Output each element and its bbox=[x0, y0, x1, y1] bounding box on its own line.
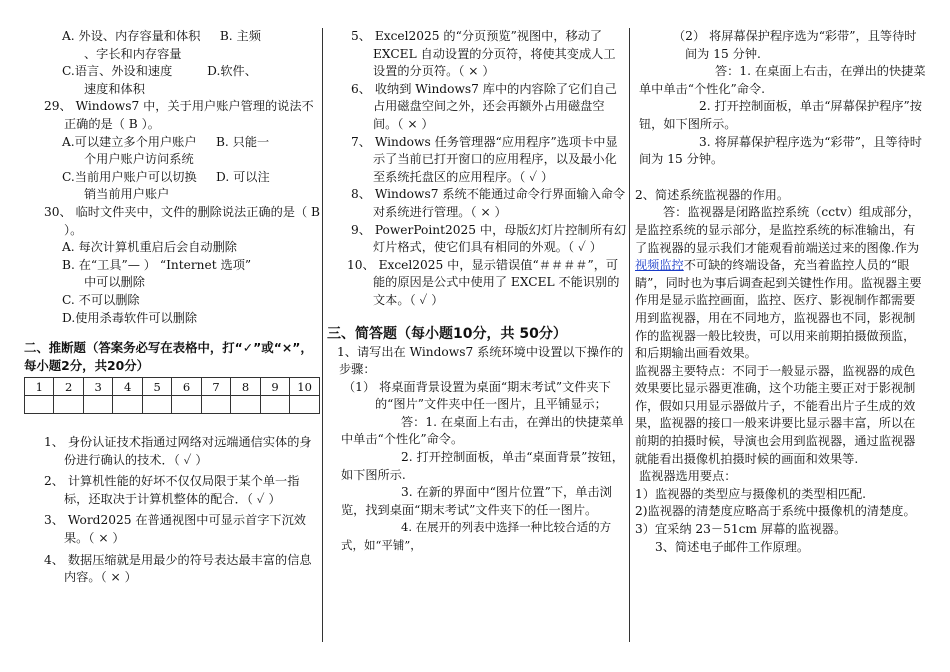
short-answer-2-selection-3: 3）宜采纳 23－51cm 屏幕的监视器。 bbox=[635, 522, 847, 537]
q29-option-b-cont: 个用户账户访问系统 bbox=[84, 152, 194, 167]
q29-option-c: C.当前用户账户可以切换 bbox=[62, 169, 197, 184]
answer-table-header: 6 bbox=[172, 378, 201, 396]
answer-cell[interactable] bbox=[231, 396, 260, 414]
answer-table-header: 9 bbox=[260, 378, 289, 396]
column-divider-left bbox=[322, 28, 323, 642]
judgement-9: 9、 PowerPoint2025 中，母版幻灯片控制所有幻灯片格式，使它们具有相同的外观。（ ✓ ） bbox=[351, 222, 627, 255]
section-3-title: 三、简答题（每小题10分，共 50分） bbox=[327, 325, 567, 342]
short-answer-1-part-2-step-1: 答：1. 在桌面上右击，在弹出的快捷菜单中单击“个性化”命令. bbox=[639, 64, 926, 96]
q28-option-d: D.软件、 bbox=[207, 64, 257, 79]
q28-option-b-cont: 、字长和内存容量 bbox=[84, 46, 182, 61]
short-answer-1-step-4: 4. 在展开的列表中选择一种比较合适的方式，如“平铺”， bbox=[341, 520, 612, 553]
column-divider-right bbox=[629, 28, 630, 642]
q30-stem: 30、 临时文件夹中，文件的删除说法正确的是（ B ）。 bbox=[44, 204, 320, 237]
q28-option-a: A. 外设、内存容量和体积 bbox=[62, 29, 201, 43]
short-answer-2-selection-2: 2)监视器的清楚度应略高于系统中摄像机的清楚度。 bbox=[635, 504, 916, 519]
answer-table-header-row bbox=[25, 378, 320, 396]
short-answer-2-stem: 2、简述系统监视器的作用。 bbox=[635, 187, 790, 202]
short-answer-1-part-2: （2） 将屏幕保护程序选为“彩带”，且等待时间为 15 分钟. bbox=[673, 29, 917, 61]
answer-cell[interactable] bbox=[25, 396, 54, 414]
judgement-4: 4、 数据压缩就是用最少的符号表达最丰富的信息内容。（ × ） bbox=[44, 552, 312, 585]
judgement-3: 3、 Word2025 在普通视图中可显示首字下沉效果。（ × ） bbox=[44, 513, 306, 546]
section-2-title: 二、推断题（答案务必写在表格中，打“✓”或“×”，每小题2分，共20分） bbox=[24, 340, 313, 374]
answer-table-header: 7 bbox=[201, 378, 230, 396]
answer-table-header: 10 bbox=[290, 378, 320, 396]
answer-table bbox=[24, 377, 320, 414]
q28-option-b: B. 主频 bbox=[219, 29, 261, 43]
q29-stem: 29、 Windows7 中，关于用户账户管理的说法不正确的是（ B ）。 bbox=[44, 99, 314, 131]
judgement-2: 2、 计算机性能的好坏不仅仅局限于某个单一指标，还取决于计算机整体的配合．（ ✓ ） bbox=[44, 474, 300, 506]
q28-options-ab bbox=[24, 28, 320, 46]
answer-table-header: 1 bbox=[25, 378, 54, 396]
q28-option-d-cont: 速度和体积 bbox=[84, 81, 145, 96]
q29-option-a: A.可以建立多个用户账户 bbox=[62, 134, 197, 149]
short-answer-1-part-2-step-2: 2. 打开控制面板，单击“屏幕保护程序”按钮，如下图所示。 bbox=[639, 99, 922, 131]
short-answer-2-selection-title: 监视器选用要点： bbox=[639, 469, 737, 484]
answer-table-header: 4 bbox=[113, 378, 142, 396]
answer-cell[interactable] bbox=[290, 396, 320, 414]
short-answer-2-features: 监视器主要特点：不同于一般显示器，监视器的成色效果要比显示器更准确，这个功能主要正对于影视制作，假如只用显示器做片子，不能看出片子生成的效果，监视器的接口一般来讲要比显示器丰富，所以在前期的拍摄时候，导演也会用到监视器，通过监视器就能看出摄像机拍摄时候的画面和效果等. bbox=[635, 363, 916, 466]
column-2 bbox=[327, 28, 627, 642]
short-answer-1-part-2-step-3: 3. 将屏幕保护程序选为“彩带”，且等待时间为 15 分钟。 bbox=[639, 134, 922, 167]
answer-cell[interactable] bbox=[142, 396, 171, 414]
answer-table-header: 2 bbox=[54, 378, 83, 396]
answer-table-header: 8 bbox=[231, 378, 260, 396]
answer-text-cont: 不可缺的终端设备，充当着监控人员的“眼睛”，同时也为事后调查起到关键性作用。监视器主要作用是显示监控画面，监控、医疗、影视制作都需要用到监视器，用在不同地方，监视器也不同，影视制作的监视器一般比较贵，可以用来前期拍摄做预监，和后期输出画看效果。 bbox=[635, 258, 922, 361]
answer-table-header: 3 bbox=[83, 378, 112, 396]
judgement-8: 8、 Windows7 系统不能通过命令行界面输入命令对系统进行管理。（ × ） bbox=[351, 187, 626, 219]
q30-option-c: C. 不可以删除 bbox=[62, 292, 140, 307]
q28-option-c: C.语言、外设和速度 bbox=[62, 64, 173, 79]
answer-cell[interactable] bbox=[260, 396, 289, 414]
judgement-5: 5、 Excel2025 的“分页预览”视图中，移动了 EXCEL 自动设置的分页符，将使其变成人工设置的分页符。（ × ） bbox=[351, 29, 616, 79]
answer-table-header: 5 bbox=[142, 378, 171, 396]
judgement-6: 6、 收纳到 Windows7 库中的内容除了它们自己占用磁盘空间之外，还会再额外占用磁盘空间。（ × ） bbox=[351, 81, 617, 131]
column-3 bbox=[635, 28, 927, 642]
short-answer-1-part-1: （1） 将桌面背景设置为桌面“期末考试”文件夹下的“图片”文件夹中任一图片，且平铺显示； bbox=[343, 379, 611, 412]
answer-cell[interactable] bbox=[54, 396, 83, 414]
answer-cell[interactable] bbox=[83, 396, 112, 414]
q29-option-d: D. 可以注 bbox=[216, 169, 270, 184]
video-surveillance-link[interactable]: 视频监控 bbox=[635, 258, 684, 273]
short-answer-1-stem: 1、请写出在 Windows7 系统环境中设置以下操作的步骤： bbox=[337, 344, 624, 377]
q28-options-cd bbox=[24, 63, 320, 81]
short-answer-1-step-3: 3. 在新的界面中“图片位置”下，单击浏览，找到桌面“期末考试”文件夹下的任一图片。 bbox=[341, 485, 612, 517]
judgement-7: 7、 Windows 任务管理器“应用程序”选项卡中显示了当前已打开窗口的应用程序，以及最小化至系统托盘区的应用程序。（ ✓ ） bbox=[351, 134, 618, 184]
short-answer-2-selection-1: 1）监视器的类型应与摄像机的类型相匹配. bbox=[635, 486, 867, 501]
q30-option-b: B. 在“工具”— ） “Internet 选项” bbox=[62, 257, 252, 272]
q29-option-b: B. 只能一 bbox=[215, 134, 270, 149]
short-answer-2-answer bbox=[635, 204, 927, 362]
judgement-1: 1、 身份认证技术指通过网络对远端通信实体的身份进行确认的技术．（ ✓ ） bbox=[44, 435, 312, 467]
q29-options-ab bbox=[24, 134, 320, 152]
q30-option-d: D.使用杀毒软件可以删除 bbox=[62, 310, 198, 325]
answer-cell[interactable] bbox=[201, 396, 230, 414]
column-1 bbox=[24, 28, 320, 642]
short-answer-1-step-2: 2. 打开控制面板，单击“桌面背景”按钮，如下图所示. bbox=[341, 450, 624, 482]
answer-cell[interactable] bbox=[113, 396, 142, 414]
short-answer-1-step-1: 答：1. 在桌面上右击，在弹出的快捷菜单中单击“个性化”命令。 bbox=[341, 414, 624, 447]
answer-cell[interactable] bbox=[172, 396, 201, 414]
answer-text: 答：监视器是闭路监控系统（cctv）组成部分，是监控系统的显示部分，是监控系统的标准输出，有了监视器的显示我们才能观看前端送过来的图像.作为 bbox=[635, 205, 920, 255]
short-answer-3-stem: 3、简述电子邮件工作原理。 bbox=[655, 539, 810, 554]
q29-option-d-cont: 销当前用户账户 bbox=[84, 187, 170, 202]
q30-option-b-cont: 中可以删除 bbox=[84, 275, 145, 290]
q29-options-cd bbox=[24, 169, 320, 187]
answer-table-blank-row bbox=[25, 396, 320, 414]
q30-option-a: A. 每次计算机重启后会自动删除 bbox=[62, 240, 237, 255]
judgement-10: 10、 Excel2025 中，显示错误值“＃＃＃＃”，可能的原因是公式中使用了 EXCEL 不能识别的文本。（ ✓ ） bbox=[347, 257, 620, 307]
